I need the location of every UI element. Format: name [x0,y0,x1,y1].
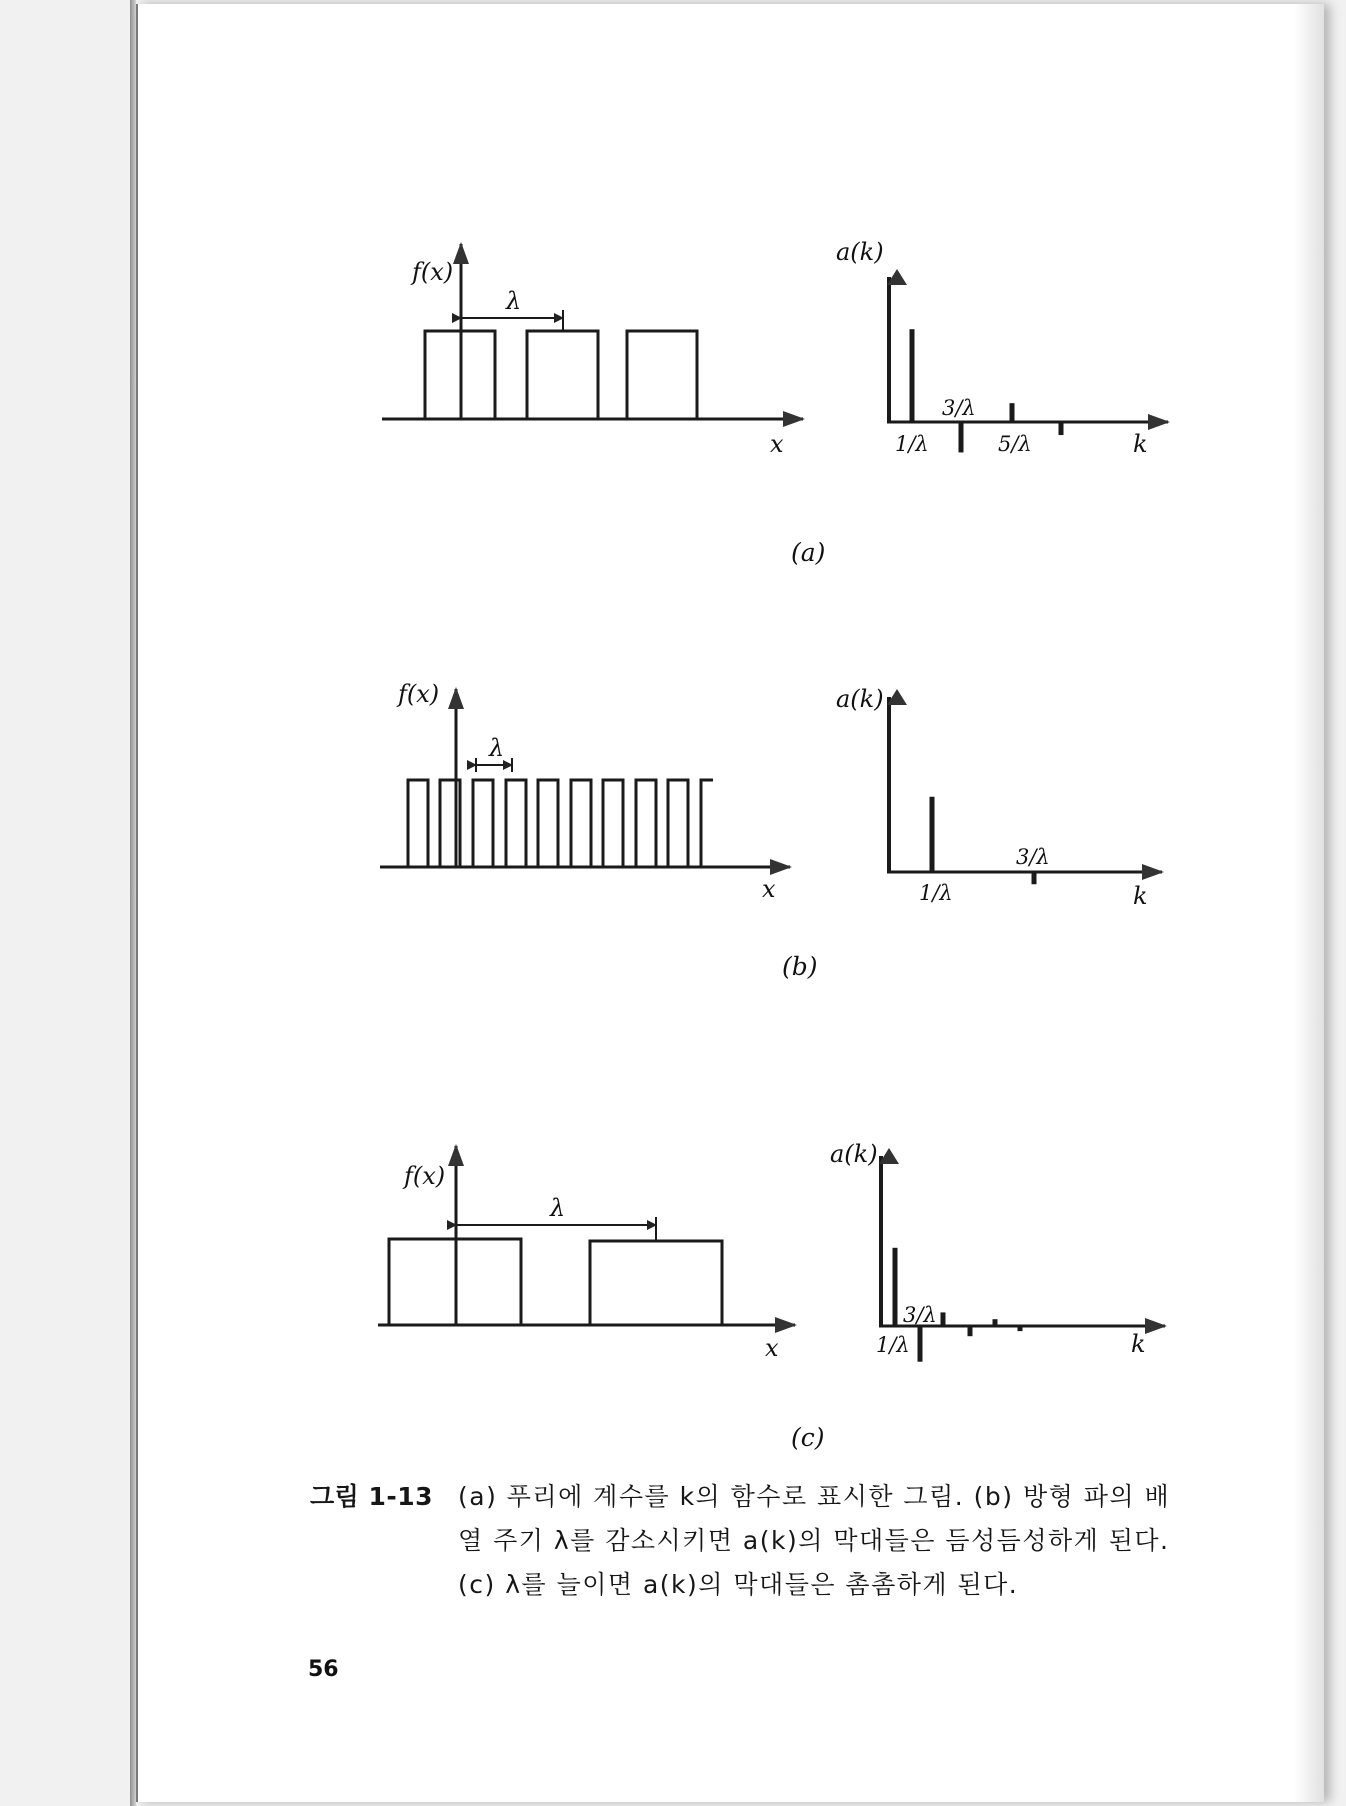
spectrum-bar-1-over-lambda [910,329,915,422]
spectrum-bar-1-over-lambda [893,1248,898,1326]
caption-line: 열 주기 λ를 감소시키면 a(k)의 막대들은 듬성듬성하게 된다. [458,1526,1170,1555]
panel-b [380,680,1162,981]
spectrum-bar-6-over-lambda [1018,1326,1023,1331]
pulse [627,331,697,419]
signal-xlabel: x [770,430,784,458]
spectrum-xlabel: k [1133,430,1148,458]
spectrum-bar-3-over-lambda [959,422,964,452]
signal-ylabel: f(x) [404,1162,446,1190]
spectrum-bar-5-over-lambda [993,1319,998,1326]
tick-label-3-over-lambda: 3/λ [942,396,976,420]
caption-line: (a) 푸리에 계수를 k의 함수로 표시한 그림. (b) 방형 파의 배 [458,1482,1171,1511]
pulse [590,1241,722,1325]
spectrum-bars-a [889,277,1064,452]
spectrum-bar-3-over-lambda [941,1312,946,1326]
spectrum-ylabel: a(k) [836,685,884,713]
period-label: λ [489,734,505,762]
spectrum-bar-1-over-lambda [930,797,935,872]
pulse-train [408,780,713,867]
period-label: λ [506,287,522,315]
panel-a [382,238,1168,567]
tick-label-5-over-lambda: 5/λ [998,432,1032,456]
spectrum-ylabel: a(k) [836,238,884,266]
panel-a-label: (a) [791,538,826,567]
signal-xlabel: x [765,1334,779,1362]
panel-c [378,1140,1165,1452]
spectrum-bars-c [881,1156,1023,1362]
spectrum-bar-7-over-lambda [1059,422,1064,435]
tick-label-1-over-lambda: 1/λ [876,1333,910,1357]
page-number: 56 [308,1657,339,1682]
spectrum-xlabel: k [1133,882,1148,910]
caption-lead: 그림 1-13 [310,1482,434,1511]
signal-xlabel: x [762,875,776,903]
tick-label-3-over-lambda: 3/λ [903,1303,937,1327]
tick-label-3-over-lambda: 3/λ [1016,845,1050,869]
spectrum-bar-2-over-lambda [918,1326,923,1362]
tick-label-1-over-lambda: 1/λ [919,881,953,905]
spectrum-bar-5-over-lambda [1010,403,1015,422]
spectrum-bars-b [889,697,1037,884]
spectrum-bar-4-over-lambda [968,1326,973,1336]
pulse [527,331,598,419]
spectrum-bar-3-over-lambda [1032,872,1037,884]
tick-label-1-over-lambda: 1/λ [895,432,929,456]
period-label: λ [550,1194,566,1222]
spectrum-xlabel: k [1131,1330,1146,1358]
panel-b-label: (b) [782,952,818,981]
signal-ylabel: f(x) [412,258,454,286]
signal-ylabel: f(x) [398,680,440,708]
panel-b-signal [380,689,790,867]
caption-line: (c) λ를 늘이면 a(k)의 막대들은 촘촘하게 된다. [458,1570,1019,1599]
spectrum-ylabel: a(k) [830,1140,878,1168]
panel-c-label: (c) [791,1423,825,1452]
